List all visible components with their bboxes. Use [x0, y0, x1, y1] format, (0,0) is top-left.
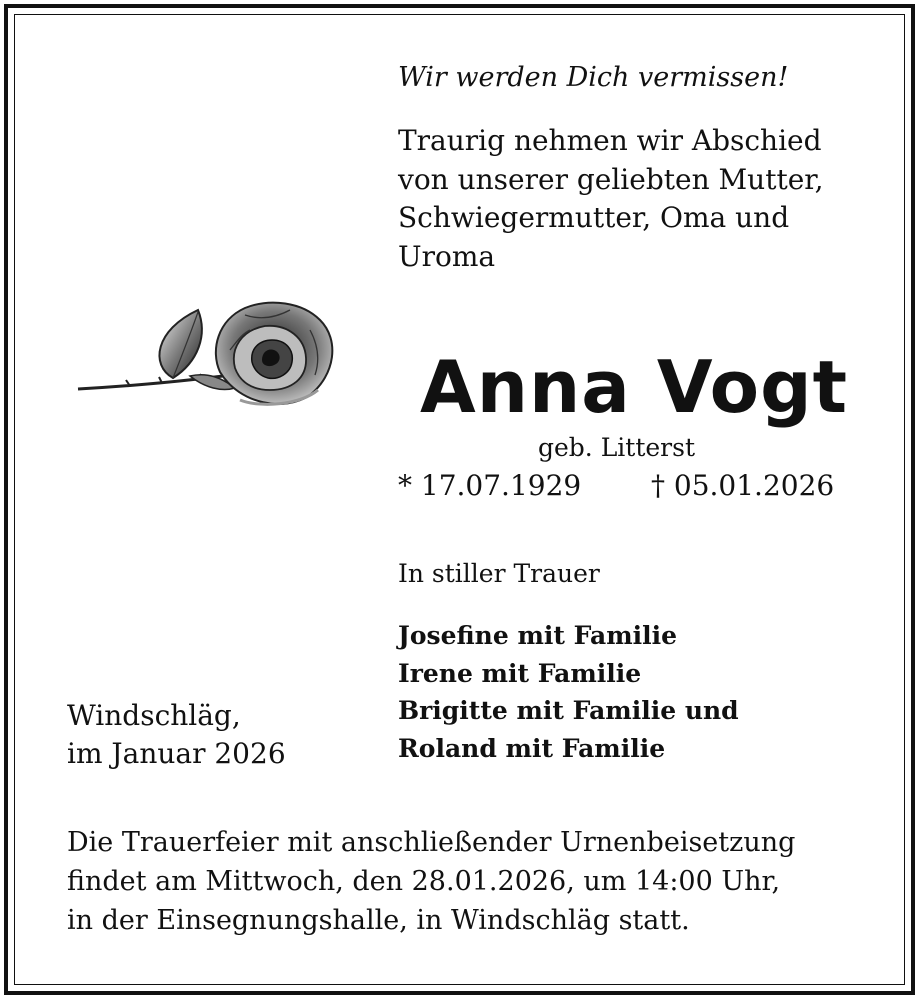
family-member: Josefine mit Familie	[398, 621, 678, 650]
ceremony-info	[67, 823, 795, 940]
maiden-name: geb. Litterst	[538, 433, 696, 462]
intro-line: Traurig nehmen wir Abschied	[398, 124, 822, 157]
intro-line: Uroma	[398, 239, 496, 273]
mourning-line: In stiller Trauer	[398, 559, 600, 588]
intro-line: von unserer geliebten Mutter,	[398, 162, 824, 196]
family-member: Roland mit Familie	[398, 733, 666, 763]
intro-line: Schwiegermutter, Oma und	[398, 201, 790, 234]
intro-text	[398, 122, 824, 276]
ceremony-line: Die Trauerfeier mit anschließender Urnenbeisetzung	[67, 827, 796, 858]
family-member: Irene mit Familie	[398, 658, 642, 688]
death-date: † 05.01.2026	[651, 469, 835, 502]
rose-illustration	[70, 290, 345, 420]
deceased-name: Anna Vogt	[420, 345, 849, 429]
motto: Wir werden Dich vermissen!	[398, 62, 789, 93]
place-line: Windschläg,	[67, 699, 241, 732]
family-list	[398, 617, 739, 767]
family-member: Brigitte mit Familie und	[398, 696, 739, 725]
ceremony-line: findet am Mittwoch, den 28.01.2026, um 14:00 Uhr,	[67, 866, 781, 897]
ceremony-line: in der Einsegnungshalle, in Windschläg statt.	[67, 905, 690, 936]
place-date	[67, 697, 286, 773]
place-line: im Januar 2026	[67, 737, 286, 770]
birth-date: * 17.07.1929	[398, 469, 582, 502]
